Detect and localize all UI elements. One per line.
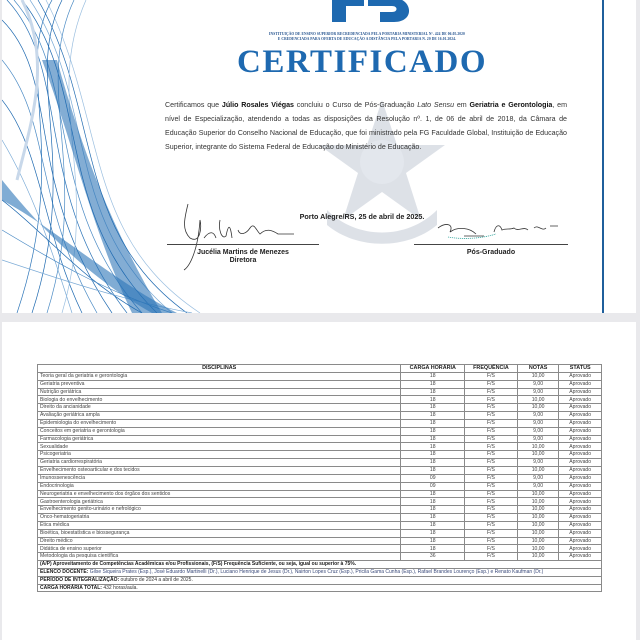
carga-horaria-cell: 18 — [401, 545, 465, 553]
accreditation-line-1: INSTITUIÇÃO DE ENSINO SUPERIOR RECREDENCIADA PELA PORTARIA MINISTERIAL Nº. 424 DE 06.05.2020 — [269, 32, 465, 36]
frequencia-cell: F/S — [465, 474, 518, 482]
frequencia-cell: F/S — [465, 545, 518, 553]
header-notas: NOTAS — [517, 365, 559, 373]
lato-sensu: Lato Sensu — [417, 101, 455, 109]
discipline-cell: Farmacologia geriátrica — [38, 435, 401, 443]
discipline-cell: Gastroenterologia geriátrica — [38, 498, 401, 506]
nota-cell: 10,00 — [517, 553, 559, 561]
discipline-cell: Avaliação geriátrica ampla — [38, 412, 401, 420]
grades-table — [37, 364, 602, 592]
frequencia-cell: F/S — [465, 482, 518, 490]
legend-cell — [38, 561, 602, 569]
status-cell: Aprovado — [559, 396, 602, 404]
frequencia-cell: F/S — [465, 388, 518, 396]
table-row — [38, 514, 602, 522]
table-row — [38, 443, 602, 451]
carga-horaria-cell: 18 — [401, 506, 465, 514]
table-row — [38, 490, 602, 498]
period-value: outubro de 2024 a abril de 2025. — [119, 576, 193, 583]
carga-horaria-cell: 18 — [401, 451, 465, 459]
graduate-signature-graphic — [434, 218, 564, 240]
legend-text: (A/P) Aproveitamento de Competências Acadêmicas e/ou Profissionais, (F/S) Frequência Suficiente, ou seja, igual ou superior à 75%. — [40, 561, 357, 568]
student-name: Júlio Rosales Viégas — [221, 101, 294, 109]
carga-horaria-cell: 18 — [401, 412, 465, 420]
carga-horaria-cell: 18 — [401, 435, 465, 443]
discipline-cell: Onco-hematogeriatria — [38, 514, 401, 522]
total-row — [38, 584, 602, 592]
header-disciplinas: DISCIPLINAS — [38, 365, 401, 373]
status-cell: Aprovado — [559, 537, 602, 545]
discipline-cell: Conceitos em geriatria e gerontologia — [38, 427, 401, 435]
nota-cell: 10,00 — [517, 372, 559, 380]
graduate-label: Pós-Graduado — [466, 249, 516, 256]
status-cell: Aprovado — [559, 404, 602, 412]
table-row — [38, 388, 602, 396]
nota-cell: 10,00 — [517, 514, 559, 522]
discipline-cell: Endocrinologia — [38, 482, 401, 490]
carga-horaria-cell: 18 — [401, 380, 465, 388]
nota-cell: 9,00 — [517, 435, 559, 443]
discipline-cell: Direito médico — [38, 537, 401, 545]
graduate-signature-block — [414, 244, 568, 256]
table-row — [38, 459, 602, 467]
nota-cell: 10,00 — [517, 404, 559, 412]
table-row — [38, 529, 602, 537]
frequencia-cell: F/S — [465, 553, 518, 561]
frequencia-cell: F/S — [465, 521, 518, 529]
table-row — [38, 396, 602, 404]
frequencia-cell: F/S — [465, 412, 518, 420]
discipline-cell: Bioética, bioestatística e biossegurança — [38, 529, 401, 537]
frequencia-cell: F/S — [465, 443, 518, 451]
accreditation-line-2: E CREDENCIADA PARA OFERTA DE EDUCAÇÃO A DISTÂNCIA PELA PORTARIA N. 20 DE 16.01.2024. — [277, 37, 457, 41]
discipline-cell: Geriatria cardiorrespiratória — [38, 459, 401, 467]
status-cell: Aprovado — [559, 412, 602, 420]
discipline-cell: Nutrição geriátrica — [38, 388, 401, 396]
discipline-cell: Epidemiologia do envelhecimento — [38, 419, 401, 427]
carga-horaria-cell: 18 — [401, 404, 465, 412]
grades-body — [38, 372, 602, 560]
table-row — [38, 404, 602, 412]
discipline-cell: Neurogeriatria e envelhecimento dos órgãos dos sentidos — [38, 490, 401, 498]
total-label: CARGA HORÁRIA TOTAL: — [40, 584, 102, 591]
frequencia-cell: F/S — [465, 466, 518, 474]
nota-cell: 10,00 — [517, 506, 559, 514]
body-intro: Certificamos que — [165, 101, 222, 109]
header-status: STATUS — [559, 365, 602, 373]
nota-cell: 10,00 — [517, 521, 559, 529]
faculty-label: ELENCO DOCENTE: — [40, 569, 89, 576]
carga-horaria-cell: 18 — [401, 514, 465, 522]
status-cell: Aprovado — [559, 388, 602, 396]
nota-cell: 9,00 — [517, 412, 559, 420]
director-name: Jucélia Martins de Menezes — [197, 249, 289, 256]
total-value: 432 horas/aula. — [101, 584, 138, 591]
discipline-cell: Metodologia da pesquisa científica — [38, 553, 401, 561]
table-row — [38, 412, 602, 420]
discipline-cell: Teoria geral da geriatria e gerontologia — [38, 372, 401, 380]
header-carga-horaria: CARGA HORÁRIA — [401, 365, 465, 373]
frequencia-cell: F/S — [465, 490, 518, 498]
frequencia-cell: F/S — [465, 537, 518, 545]
nota-cell: 9,00 — [517, 427, 559, 435]
frequencia-cell: F/S — [465, 435, 518, 443]
frequencia-cell: F/S — [465, 427, 518, 435]
discipline-cell: Psicogeriatria — [38, 451, 401, 459]
status-cell: Aprovado — [559, 474, 602, 482]
discipline-cell: Imunossenescência — [38, 474, 401, 482]
frequencia-cell: F/S — [465, 451, 518, 459]
discipline-cell: Sexualidade — [38, 443, 401, 451]
discipline-cell: Envelhecimento genito-urinário e nefrológico — [38, 506, 401, 514]
carga-horaria-cell: 18 — [401, 466, 465, 474]
nota-cell: 9,00 — [517, 459, 559, 467]
status-cell: Aprovado — [559, 459, 602, 467]
status-cell: Aprovado — [559, 466, 602, 474]
carga-horaria-cell: 18 — [401, 521, 465, 529]
status-cell: Aprovado — [559, 498, 602, 506]
frequencia-cell: F/S — [465, 396, 518, 404]
director-signature-block — [167, 244, 319, 264]
table-row — [38, 466, 602, 474]
place-and-date: Porto Alegre/RS, 25 de abril de 2025. — [299, 212, 425, 221]
nota-cell: 10,00 — [517, 529, 559, 537]
nota-cell: 9,00 — [517, 482, 559, 490]
period-row — [38, 576, 602, 584]
table-header-row — [38, 365, 602, 373]
status-cell: Aprovado — [559, 545, 602, 553]
status-cell: Aprovado — [559, 553, 602, 561]
table-row — [38, 419, 602, 427]
table-row — [38, 553, 602, 561]
status-cell: Aprovado — [559, 482, 602, 490]
status-cell: Aprovado — [559, 419, 602, 427]
faculty-value: Gilse Siqueira Prates (Esp.), José Eduardo Martinelli (Dr.), Luciano Henrique de Jesus (Dr.), Nairton Lopes Cruz (Esp.), Pricila Gama Cunha (Esp.), Rafael Brandes Lourenço (Esp.) e Renato Kaufman (Dr.) — [88, 569, 544, 576]
discipline-cell: Biologia do envelhecimento — [38, 396, 401, 404]
certificate-page — [2, 0, 636, 313]
carga-horaria-cell: 18 — [401, 529, 465, 537]
nota-cell: 10,00 — [517, 451, 559, 459]
director-role: Diretora — [229, 257, 257, 264]
nota-cell: 9,00 — [517, 419, 559, 427]
nota-cell: 9,00 — [517, 388, 559, 396]
table-row — [38, 506, 602, 514]
carga-horaria-cell: 18 — [401, 372, 465, 380]
carga-horaria-cell: 18 — [401, 459, 465, 467]
status-cell: Aprovado — [559, 427, 602, 435]
discipline-cell: Geriatria preventiva — [38, 380, 401, 388]
status-cell: Aprovado — [559, 514, 602, 522]
carga-horaria-cell: 18 — [401, 388, 465, 396]
legend-row — [38, 561, 602, 569]
carga-horaria-cell: 18 — [401, 419, 465, 427]
frequencia-cell: F/S — [465, 514, 518, 522]
carga-horaria-cell: 09 — [401, 482, 465, 490]
faculty-cell — [38, 568, 602, 576]
table-row — [38, 435, 602, 443]
table-row — [38, 545, 602, 553]
table-row — [38, 372, 602, 380]
status-cell: Aprovado — [559, 443, 602, 451]
carga-horaria-cell: 18 — [401, 490, 465, 498]
period-cell — [38, 576, 602, 584]
faculty-row — [38, 568, 602, 576]
nota-cell: 10,00 — [517, 490, 559, 498]
frequencia-cell: F/S — [465, 529, 518, 537]
carga-horaria-cell: 18 — [401, 396, 465, 404]
frequencia-cell: F/S — [465, 498, 518, 506]
nota-cell: 10,00 — [517, 396, 559, 404]
signature-line — [167, 244, 319, 245]
table-row — [38, 537, 602, 545]
nota-cell: 10,00 — [517, 443, 559, 451]
status-cell: Aprovado — [559, 380, 602, 388]
nota-cell: 9,00 — [517, 380, 559, 388]
carga-horaria-cell: 36 — [401, 553, 465, 561]
table-row — [38, 498, 602, 506]
carga-horaria-cell: 18 — [401, 443, 465, 451]
status-cell: Aprovado — [559, 490, 602, 498]
frequencia-cell: F/S — [465, 419, 518, 427]
nota-cell: 10,00 — [517, 498, 559, 506]
table-row — [38, 521, 602, 529]
carga-horaria-cell: 18 — [401, 427, 465, 435]
table-row — [38, 380, 602, 388]
status-cell: Aprovado — [559, 529, 602, 537]
body-mid2: em — [454, 101, 470, 109]
frequencia-cell: F/S — [465, 372, 518, 380]
carga-horaria-cell: 18 — [401, 498, 465, 506]
carga-horaria-cell: 09 — [401, 474, 465, 482]
body-mid1: concluiu o Curso de Pós-Graduação — [294, 101, 418, 109]
frequencia-cell: F/S — [465, 459, 518, 467]
nota-cell: 10,00 — [517, 545, 559, 553]
discipline-cell: Direito da ancianidade — [38, 404, 401, 412]
carga-horaria-cell: 18 — [401, 537, 465, 545]
total-cell — [38, 584, 602, 592]
signature-line — [414, 244, 568, 245]
nota-cell: 10,00 — [517, 537, 559, 545]
table-row — [38, 482, 602, 490]
nota-cell: 9,00 — [517, 474, 559, 482]
table-row — [38, 474, 602, 482]
nota-cell: 10,00 — [517, 466, 559, 474]
status-cell: Aprovado — [559, 506, 602, 514]
frequencia-cell: F/S — [465, 380, 518, 388]
certificate-body — [165, 98, 567, 154]
discipline-cell: Ética médica — [38, 521, 401, 529]
frequencia-cell: F/S — [465, 506, 518, 514]
status-cell: Aprovado — [559, 521, 602, 529]
transcript-page — [2, 322, 636, 640]
certificate-title: CERTIFICADO — [236, 44, 488, 80]
course-name: Geriatria e Gerontologia — [469, 101, 553, 109]
table-row — [38, 451, 602, 459]
status-cell: Aprovado — [559, 435, 602, 443]
body-rest: , em nível de Especialização, atendendo a todas as disposições da Resolução nº. 1, de 06 de abril de 2018, da Câmara de Educação Superior do Conselho Nacional de Educação, que foi ministrado pela FG Faculdade Global, Instituição de Educação Superior, integrante do Sistema Federal de Educação do Ministério de Educação. — [165, 101, 568, 151]
period-label: PERÍODO DE INTEGRALIZAÇÃO: — [40, 576, 120, 583]
discipline-cell: Envelhecimento osteoarticular e dos tecidos — [38, 466, 401, 474]
table-row — [38, 427, 602, 435]
frequencia-cell: F/S — [465, 404, 518, 412]
discipline-cell: Didática de ensino superior — [38, 545, 401, 553]
status-cell: Aprovado — [559, 372, 602, 380]
status-cell: Aprovado — [559, 451, 602, 459]
fg-logo-icon — [332, 0, 442, 24]
header-frequencia: FREQUÊNCIA — [465, 365, 518, 373]
